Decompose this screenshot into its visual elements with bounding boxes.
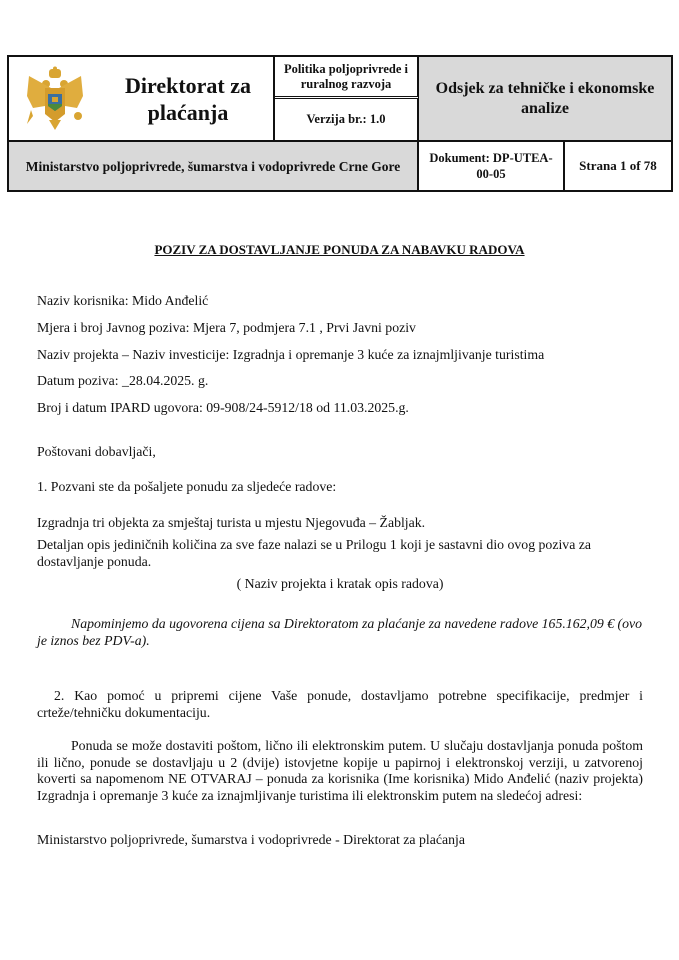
field-beneficiary: Naziv korisnika: Mido Anđelić: [37, 293, 209, 308]
field-project: Naziv projekta – Naziv investicije: Izgradnja i opremanje 3 kuće za iznajmljivanje turistima: [37, 347, 545, 362]
montenegro-coat-of-arms-icon: [25, 66, 85, 132]
page-number-cell: Strana 1 of 78: [579, 158, 657, 173]
delivery-paragraph: Ponuda se može dostaviti poštom, lično ili elektronskim putem. U slučaju dostavljanja ponuda poštom ili lično, ponude se dostavljaju u 2 (dvije) istovjetne kopije u papirnoj i elektronskoj verziji, u zatvorenoj koverti sa napomenom NE OTVARAJ – ponuda za korisnika (Ime korisnika) Mido Anđelić (naziv projekta) Izgradnja i opremanje 3 kuće za iznajmljivanje turistima ili elektronskim putem na sledećoj adresi:: [37, 738, 643, 803]
works-caption: ( Naziv projekta i kratak opis radova): [236, 576, 444, 591]
organization-title: Direktorat za plaćanja: [124, 72, 252, 125]
field-date: Datum poziva: _28.04.2025. g.: [37, 373, 209, 388]
field-contract: Broj i datum IPARD ugovora: 09-908/24-5912/18 od 11.03.2025.g.: [37, 400, 409, 415]
document-title: POZIV ZA DOSTAVLJANJE PONUDA ZA NABAVKU RADOVA: [154, 242, 525, 257]
greeting: Poštovani dobavljači,: [37, 444, 156, 459]
works-detail: Detaljan opis jediničnih količina za sve faze nalazi se u Prilogu 1 koji je sastavni dio ovog poziva za dostavljanje ponuda.: [37, 537, 592, 569]
version-cell: Verzija br.: 1.0: [275, 99, 419, 142]
document-header-table: [7, 55, 673, 192]
document-id-cell: Dokument: DP-UTEA-00-05: [419, 142, 565, 190]
works-title: Izgradnja tri objekta za smještaj turista u mjestu Njegovuđa – Žabljak.: [37, 515, 426, 530]
item-1: 1. Pozvani ste da pošaljete ponudu za sljedeće radove:: [37, 479, 337, 494]
ministry-cell: Ministarstvo poljoprivrede, šumarstva i vodoprivrede Crne Gore: [9, 142, 419, 190]
policy-cell: Politika poljoprivrede i ruralnog razvoja: [275, 57, 419, 99]
item-2: 2. Kao pomoć u pripremi cijene Vaše ponude, dostavljamo potrebne specifikacije, predmjer i crteže/tehničku dokumentaciju.: [37, 688, 643, 720]
price-note: Napominjemo da ugovorena cijena sa Direktoratom za plaćanje za navedene radove 165.162,09 € (ovo je iznos bez PDV-a).: [37, 616, 643, 648]
header-logo-cell: [9, 57, 275, 142]
department-cell: Odsjek za tehničke i ekonomske analize: [419, 57, 671, 142]
address: Ministarstvo poljoprivrede, šumarstva i vodoprivrede - Direktorat za plaćanja: [37, 832, 465, 847]
field-measure: Mjera i broj Javnog poziva: Mjera 7, podmjera 7.1 , Prvi Javni poziv: [37, 320, 416, 335]
